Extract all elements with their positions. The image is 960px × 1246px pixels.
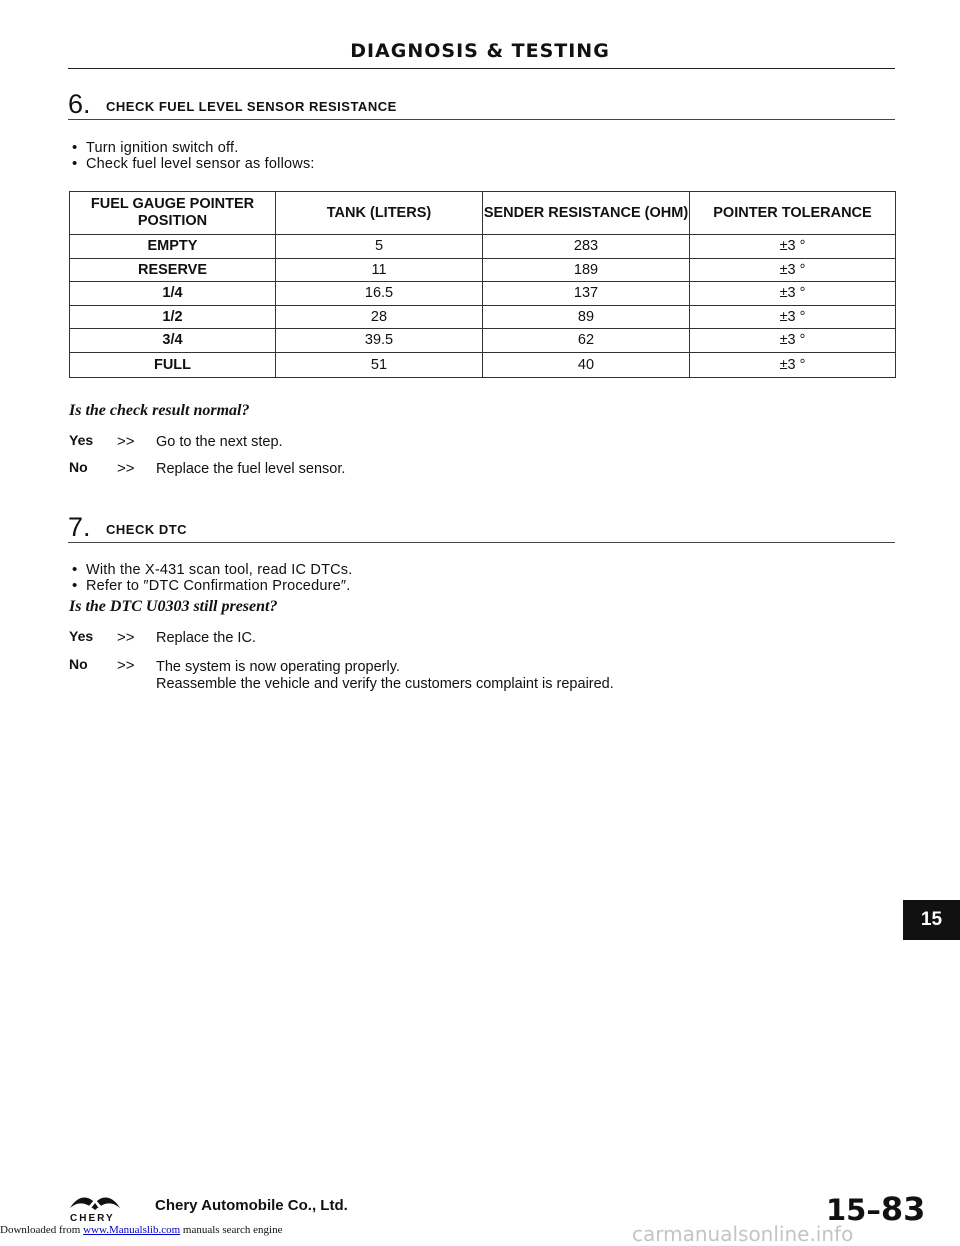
- table-cell: ±3 °: [690, 329, 896, 353]
- column-header: POINTER TOLERANCE: [690, 192, 896, 235]
- manualslib-link[interactable]: www.Manualslib.com: [83, 1224, 181, 1236]
- section-7-divider: [68, 542, 895, 543]
- section-6-question: Is the check result normal?: [69, 402, 250, 419]
- table-cell: 1/2: [70, 305, 276, 329]
- section-6-bullet: [72, 139, 239, 156]
- answer-no-label: No: [69, 459, 88, 475]
- table-row: [70, 352, 896, 377]
- table-cell: EMPTY: [70, 235, 276, 259]
- page-number: 83: [880, 1190, 926, 1228]
- table-row: [70, 282, 896, 306]
- table-row: [70, 329, 896, 353]
- table-cell: 89: [483, 305, 690, 329]
- section-6-bullet: [72, 155, 315, 172]
- section-7-title: CHECK DTC: [106, 522, 188, 537]
- header-divider: [68, 68, 895, 69]
- page-header-title: DIAGNOSIS & TESTING: [350, 40, 610, 62]
- download-prefix: Downloaded from: [0, 1224, 84, 1236]
- answer-no-text: Replace the fuel level sensor.: [156, 461, 346, 477]
- chery-logo-text: CHERY: [70, 1213, 115, 1224]
- bullet-icon: •: [72, 155, 78, 172]
- table-cell: RESERVE: [70, 258, 276, 282]
- answer-yes-label: Yes: [69, 432, 94, 448]
- table-cell: 189: [483, 258, 690, 282]
- column-header: TANK (LITERS): [276, 192, 483, 235]
- table-cell: ±3 °: [690, 258, 896, 282]
- answer-no-label: No: [69, 656, 88, 672]
- table-header-row: [70, 192, 896, 235]
- answer-no-text-continued: Reassemble the vehicle and verify the customers complaint is repaired.: [156, 676, 614, 692]
- section-7-number: 7.: [68, 512, 91, 542]
- table-row: [70, 305, 896, 329]
- chery-logo: [66, 1193, 124, 1225]
- table-cell: 40: [483, 352, 690, 377]
- chapter-tab: 15: [903, 900, 960, 940]
- table-cell: 16.5: [276, 282, 483, 306]
- bullet-text: Refer to ″DTC Confirmation Procedure″.: [86, 578, 351, 594]
- table-cell: 283: [483, 235, 690, 259]
- table-cell: ±3 °: [690, 352, 896, 377]
- table-cell: 62: [483, 329, 690, 353]
- table-cell: 1/4: [70, 282, 276, 306]
- answer-arrow-icon: >>: [117, 629, 135, 646]
- table-cell: ±3 °: [690, 282, 896, 306]
- bullet-text: With the X-431 scan tool, read IC DTCs.: [86, 562, 353, 578]
- chery-logo-icon: [66, 1193, 124, 1215]
- bullet-icon: •: [72, 561, 78, 578]
- answer-arrow-icon: >>: [117, 433, 135, 450]
- bullet-text: Check fuel level sensor as follows:: [86, 156, 315, 172]
- section-6-title: CHECK FUEL LEVEL SENSOR RESISTANCE: [106, 99, 397, 114]
- column-header: FUEL GAUGE POINTER POSITION: [70, 192, 276, 235]
- table-cell: ±3 °: [690, 235, 896, 259]
- bullet-icon: •: [72, 139, 78, 156]
- section-7-bullet: [72, 561, 353, 578]
- watermark-text: carmanualsonline.info: [632, 1222, 854, 1246]
- answer-arrow-icon: >>: [117, 460, 135, 477]
- footer-company: Chery Automobile Co., Ltd.: [155, 1197, 348, 1214]
- table-row: [70, 258, 896, 282]
- download-banner: [0, 1224, 282, 1236]
- table-cell: FULL: [70, 352, 276, 377]
- download-suffix: manuals search engine: [180, 1224, 283, 1236]
- section-6-divider: [68, 119, 895, 120]
- table-cell: 39.5: [276, 329, 483, 353]
- table-cell: 11: [276, 258, 483, 282]
- answer-arrow-icon: >>: [117, 657, 135, 674]
- table-row: [70, 235, 896, 259]
- section-7-question: Is the DTC U0303 still present?: [69, 598, 278, 615]
- page-prefix: 15–: [826, 1193, 881, 1227]
- answer-no-text: The system is now operating properly.: [156, 659, 400, 675]
- answer-yes-label: Yes: [69, 628, 94, 644]
- fuel-level-sensor-table: [69, 191, 896, 378]
- bullet-icon: •: [72, 577, 78, 594]
- table-cell: 3/4: [70, 329, 276, 353]
- table-cell: 28: [276, 305, 483, 329]
- section-7-bullet: [72, 577, 350, 594]
- section-6-number: 6.: [68, 89, 91, 119]
- table-cell: ±3 °: [690, 305, 896, 329]
- table-cell: 137: [483, 282, 690, 306]
- table-cell: 5: [276, 235, 483, 259]
- answer-yes-text: Replace the IC.: [156, 630, 256, 646]
- bullet-text: Turn ignition switch off.: [86, 140, 239, 156]
- table-cell: 51: [276, 352, 483, 377]
- column-header: SENDER RESISTANCE (OHM): [483, 192, 690, 235]
- answer-yes-text: Go to the next step.: [156, 434, 283, 450]
